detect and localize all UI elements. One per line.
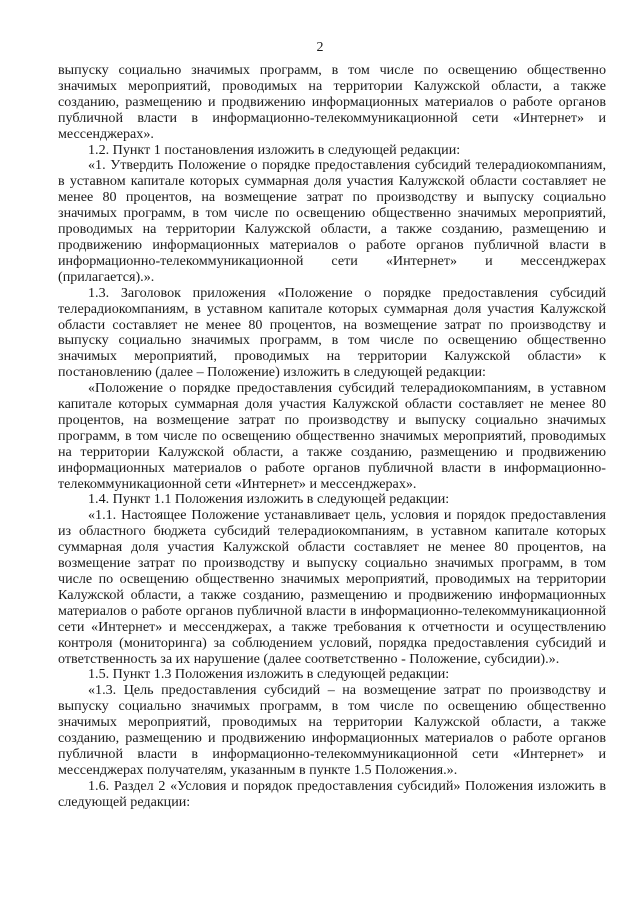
document-body: [58, 63, 606, 811]
paragraph-1-6-heading: 1.6. Раздел 2 «Условия и порядок предоставления субсидий» Положения изложить в следующей редакции:: [58, 777, 606, 810]
paragraph-1-3-heading: 1.3. Заголовок приложения «Положение о порядке предоставления субсидий телерадиокомпаниям, в уставном капитале которых суммарная доля участия Калужской области составляет не менее 80 процентов, на возмещение затрат по производству и выпуску социально значимых программ, в том числе по освещению общественно значимых мероприятий, проводимых на территории Калужской области» к постановлению (далее – Положение) изложить в следующей редакции:: [58, 284, 606, 381]
paragraph-1-2-text: «1. Утвердить Положение о порядке предоставления субсидий телерадиокомпаниям, в уставном капитале которых суммарная доля участия Калужской области составляет не менее 80 процентов, на возмещение затрат по производству и выпуску социально значимых программ, в том числе по освещению общественно значимых мероприятий, проводимых на территории Калужской области, а также созданию, размещению и продвижению информационных материалов о работе органов публичной власти в информационно-телекоммуникационной сети «Интернет» и мессенджерах (прилагается).».: [58, 157, 606, 285]
paragraph-1-3-text: «Положение о порядке предоставления субсидий телерадиокомпаниям, в уставном капитале которых суммарная доля участия Калужской области составляет не менее 80 процентов, на возмещение затрат по производству и выпуску социально значимых программ, в том числе по освещению общественно значимых мероприятий, проводимых на территории Калужской области, а также созданию, размещению и продвижению информационных материалов о работе органов публичной власти в информационно-телекоммуникационной сети «Интернет» и мессенджерах».: [58, 380, 606, 492]
paragraph-1-4-heading: 1.4. Пункт 1.1 Положения изложить в следующей редакции:: [88, 491, 450, 508]
paragraph-1-2-heading: 1.2. Пункт 1 постановления изложить в следующей редакции:: [88, 141, 461, 158]
paragraph-continuation: выпуску социально значимых программ, в том числе по освещению общественно значимых мероприятий, проводимых на территории Калужской области, а также созданию, размещению и продвижению информационных материалов о работе органов публичной власти в информационно-телекоммуникационной сети «Интернет» и мессенджерах».: [58, 62, 606, 142]
paragraph-1-5-heading: 1.5. Пункт 1.3 Положения изложить в следующей редакции:: [88, 666, 450, 683]
paragraph-1-5-text: «1.3. Цель предоставления субсидий – на возмещение затрат по производству и выпуску социально значимых программ, в том числе по освещению общественно значимых мероприятий, проводимых на территории Калужской области, а также созданию, размещению и продвижению информационных материалов о работе органов публичной власти в информационно-телекоммуникационной сети «Интернет» и мессенджерах получателям, указанным в пункте 1.5 Положения.».: [58, 682, 606, 778]
paragraph-1-4-text: «1.1. Настоящее Положение устанавливает цель, условия и порядок предоставления из областного бюджета субсидий телерадиокомпаниям, в уставном капитале которых суммарная доля участия Калужской области составляет не менее 80 процентов, на возмещение затрат по производству и выпуску социально значимых программ, в том числе по освещению общественно значимых мероприятий, проводимых на территории Калужской области, а также созданию, размещению и продвижению информационных материалов о работе органов публичной власти в информационно-телекоммуникационной сети «Интернет» и мессенджерах, а также требования к отчетности и осуществлению контроля (мониторинга) за соблюдением условий, порядка предоставления субсидий и ответственность за их нарушение (далее соответственно - Положение, субсидии).».: [58, 507, 606, 667]
page-number: 2: [316, 40, 324, 55]
